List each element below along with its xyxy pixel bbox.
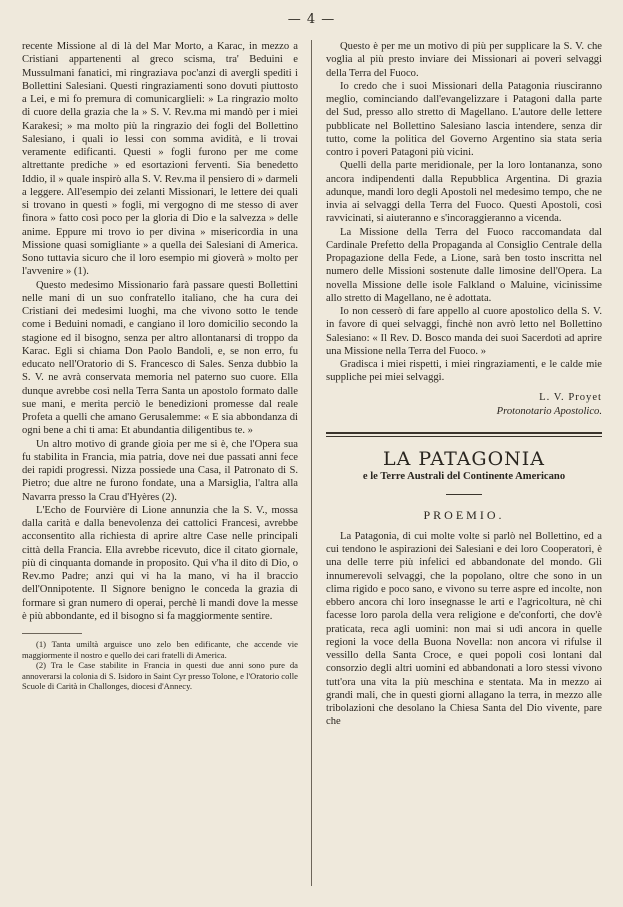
right-paragraph-2: Io credo che i suoi Missionari della Patagonia riusciranno meglio, cominciando dall'evangelizzare i Patagoni dalla parte del Sud, presso allo stretto di Magellano. L'autore delle lettere pubblicate nel Bollettino Salesiano lascia intendere, senza dir tutto, come la politica del Governo Argentino sia stata seria contro i poveri Patagoni più vicini. bbox=[326, 80, 602, 158]
left-paragraph-2: Questo medesimo Missionario farà passare questi Bollettini nelle mani di un suo confratello italiano, che ha cura dei Cristiani dei medesimi luoghi, ma che vivono sotto le tende come i Beduini nomadi, e cangiano il loro domicilio secondo la stagione ed il bisogno, senza per altro allontanarsi di troppo da Karac. Egli si chiama Don Paolo Bandoli, e, se non erro, fu educato nell'Oratorio di S. Francesco di Sales. Senza dubbio la S. V. ne avrà conservata memoria nel paterno suo cuore. Ella dunque avrebbe così nella Terra Santa un apostolo formato dalle sue mani, e merita perciò le benedizioni promesse dal reale Profeta a quelli che amano Gerusalemme: « E sia abbondanza di ogni bene a chi ti ama: Et abundantia diligentibus te. » bbox=[22, 279, 298, 437]
right-paragraph-1: Questo è per me un motivo di più per supplicare la S. V. che voglia al più presto inviare dei Missionari ai poveri selvaggi della Terra del Fuoco. bbox=[326, 41, 602, 79]
signature-name: L. V. Proyet bbox=[539, 391, 602, 403]
article-title: LA PATAGONIA bbox=[382, 448, 546, 470]
right-paragraph-3: Quelli della parte meridionale, per la loro lontananza, sono ancora indipendenti dalla Repubblica Argentina. Di grazia adunque, mandi loro degli Apostoli nel medesimo tempo, che ne invia ai selvaggi della Terra del Fuoco. Questi Apostoli, così ravvicinati, si aiuteranno e s'incoraggieranno a vicenda. bbox=[326, 160, 602, 225]
left-column bbox=[22, 40, 298, 692]
proemio-paragraph: La Patagonia, di cui molte volte si parlò nel Bollettino, ed a cui tendono le aspirazioni dei Salesiani e dei loro Cooperatori, è una delle terre più infelici ed abbandonate del mondo. Gli innumerevoli selvaggi, che la popolano, oltre che sono in un clima rigido e poco sano, e vivono su terre aspre ed incolte, non ebbero ancora chi loro insegnasse le arti e l'agricoltura, nè chi facesse loro parola della vera religione e de'conforti, che dov'è praticata, reca agli uomini: non mai si udì ancora in quelle regioni la voce della Buona Novella: non ancora vi rifulse il vessillo della Santa Croce, e quei popoli così lontani dal consorzio degli altri uomini ed abbandonati a loro stessi vivono tutt'ora una vita la più meschina e stentata. Ma in mezzo ai grandi mali, che in questi giorni allagano la terra, in mezzo alle tribolazioni che desolano la Chiesa Santa del Dio vivente, pare che bbox=[326, 530, 602, 728]
page-number: — 4 — bbox=[287, 12, 336, 27]
section-separator bbox=[326, 432, 602, 434]
right-column bbox=[326, 40, 602, 729]
left-paragraph-1: recente Missione al di là del Mar Morto, a Karac, in mezzo a Cristiani appartenenti al greco scisma, tra' Beduini e Mussulmani fanatici, mi ringraziava poc'anzi di avergli spediti i Bollettini Salesiani. Questi ringraziamenti sono dovuti piuttosto a Lei, e mi fo premura di comunicarglieli: » La ringrazio molto di cuore della grazia che la » S. V. Rev.ma mi mandò per i miei Karakesi; » ma molto più la ringrazio dei fogli del Bollettino Salesiano, i quali io lessi con somma avidità, e li trovai veramente edificanti. Questi » fogli furono per me come altrettante prediche » ed esortazioni ferventi. Sia benedetto Iddio, il » quale inspirò alla S. V. Rev.ma il pensiero di » darmeli a leggere. All'esempio dei zelanti Missionari, le lettere dei quali si trovano in questi » fogli, mi vergogno di me stesso di aver finora » fatto così poco per la gloria di Dio e la salvezza » delle anime. Eppure mi trovo io per divina » misericordia in una Missione quasi somigliante » a quella dei Salesiani di America. Sono tuttavia sicuro che il loro esempio mi gioverà » molto per l'avvenire » (1). bbox=[22, 41, 298, 278]
footnote-1: (1) Tanta umiltà arguisce uno zelo ben edificante, che accende vie maggiormente il nostro e quello dei cari fratelli di America. bbox=[22, 639, 298, 660]
signature-title: Protonotario Apostolico. bbox=[496, 405, 602, 417]
article-subtitle: e le Terre Australi del Continente Americano bbox=[362, 471, 566, 483]
section-heading: PROEMIO. bbox=[423, 507, 505, 522]
left-paragraph-4: L'Echo de Fourvière di Lione annunzia che la S. V., mossa dalla carità e dalla benevolenza dei cattolici Francesi, avrebbe acconsentito alla richiesta di aprire altre Case nelle principali città della Francia. Ella avrebbe ricevuto, dice il citato giornale, più di cinquanta domande in proposito. Qui v'ha il dito di Dio, o Rev.mo Padre; anzi qui vi ha la mano, vi ha il braccio dell'Onnipotente. Il Signore benigno le conceda la grazia di formare sì gran numero di operai, perchè li mandi dove la messe è più abbondante, ed il bisogno si fa maggiormente sentire. bbox=[22, 504, 298, 622]
right-paragraph-4: La Missione della Terra del Fuoco raccomandata dal Cardinale Prefetto della Propaganda al Consiglio Centrale della Propagazione della Fede, a Lione, sarà ben tosto inscritta nel numero delle Missioni sostenute dalle limosine dell'Opera. La novella Missione delle isole Falkland o Maluine, vicinissime allo stretto di Magellano, ne è adottata. bbox=[326, 226, 602, 304]
right-paragraph-6: Gradisca i miei rispetti, i miei ringraziamenti, e le calde mie suppliche pei miei selvaggi. bbox=[326, 359, 602, 384]
signature bbox=[326, 391, 602, 419]
right-paragraph-5: Io non cesserò di fare appello al cuore apostolico della S. V. in favore di quei selvaggi, finchè non avrò letto nel Bollettino Salesiano: « Il Rev. D. Bosco manda dei suoi Sacerdoti ad aprire una Missione nella Terra del Fuoco. » bbox=[326, 306, 602, 357]
left-paragraph-3: Un altro motivo di grande gioia per me si è, che l'Opera sua fu stabilita in Francia, mia patria, dove nei due passati anni fece dei rapidi progressi. Nizza possiede una Casa, il Patronato di S. Pietro; due altre ne furono fondate, una a Marsiglia, l'altra alla Navarra presso la Crau d'Hyères (2). bbox=[22, 438, 298, 503]
footnote-rule bbox=[22, 633, 82, 634]
footnote-2: (2) Tra le Case stabilite in Francia in questi due anni sono pure da annoverarsi la colonia di S. Isidoro in Saint Cyr presso Tolone, e l'Oratorio colle Scuole di Carità in Challonges, diocesi d'Annecy. bbox=[22, 660, 298, 692]
column-divider bbox=[311, 40, 312, 886]
title-rule bbox=[446, 494, 482, 495]
section-separator-thin bbox=[326, 436, 602, 437]
